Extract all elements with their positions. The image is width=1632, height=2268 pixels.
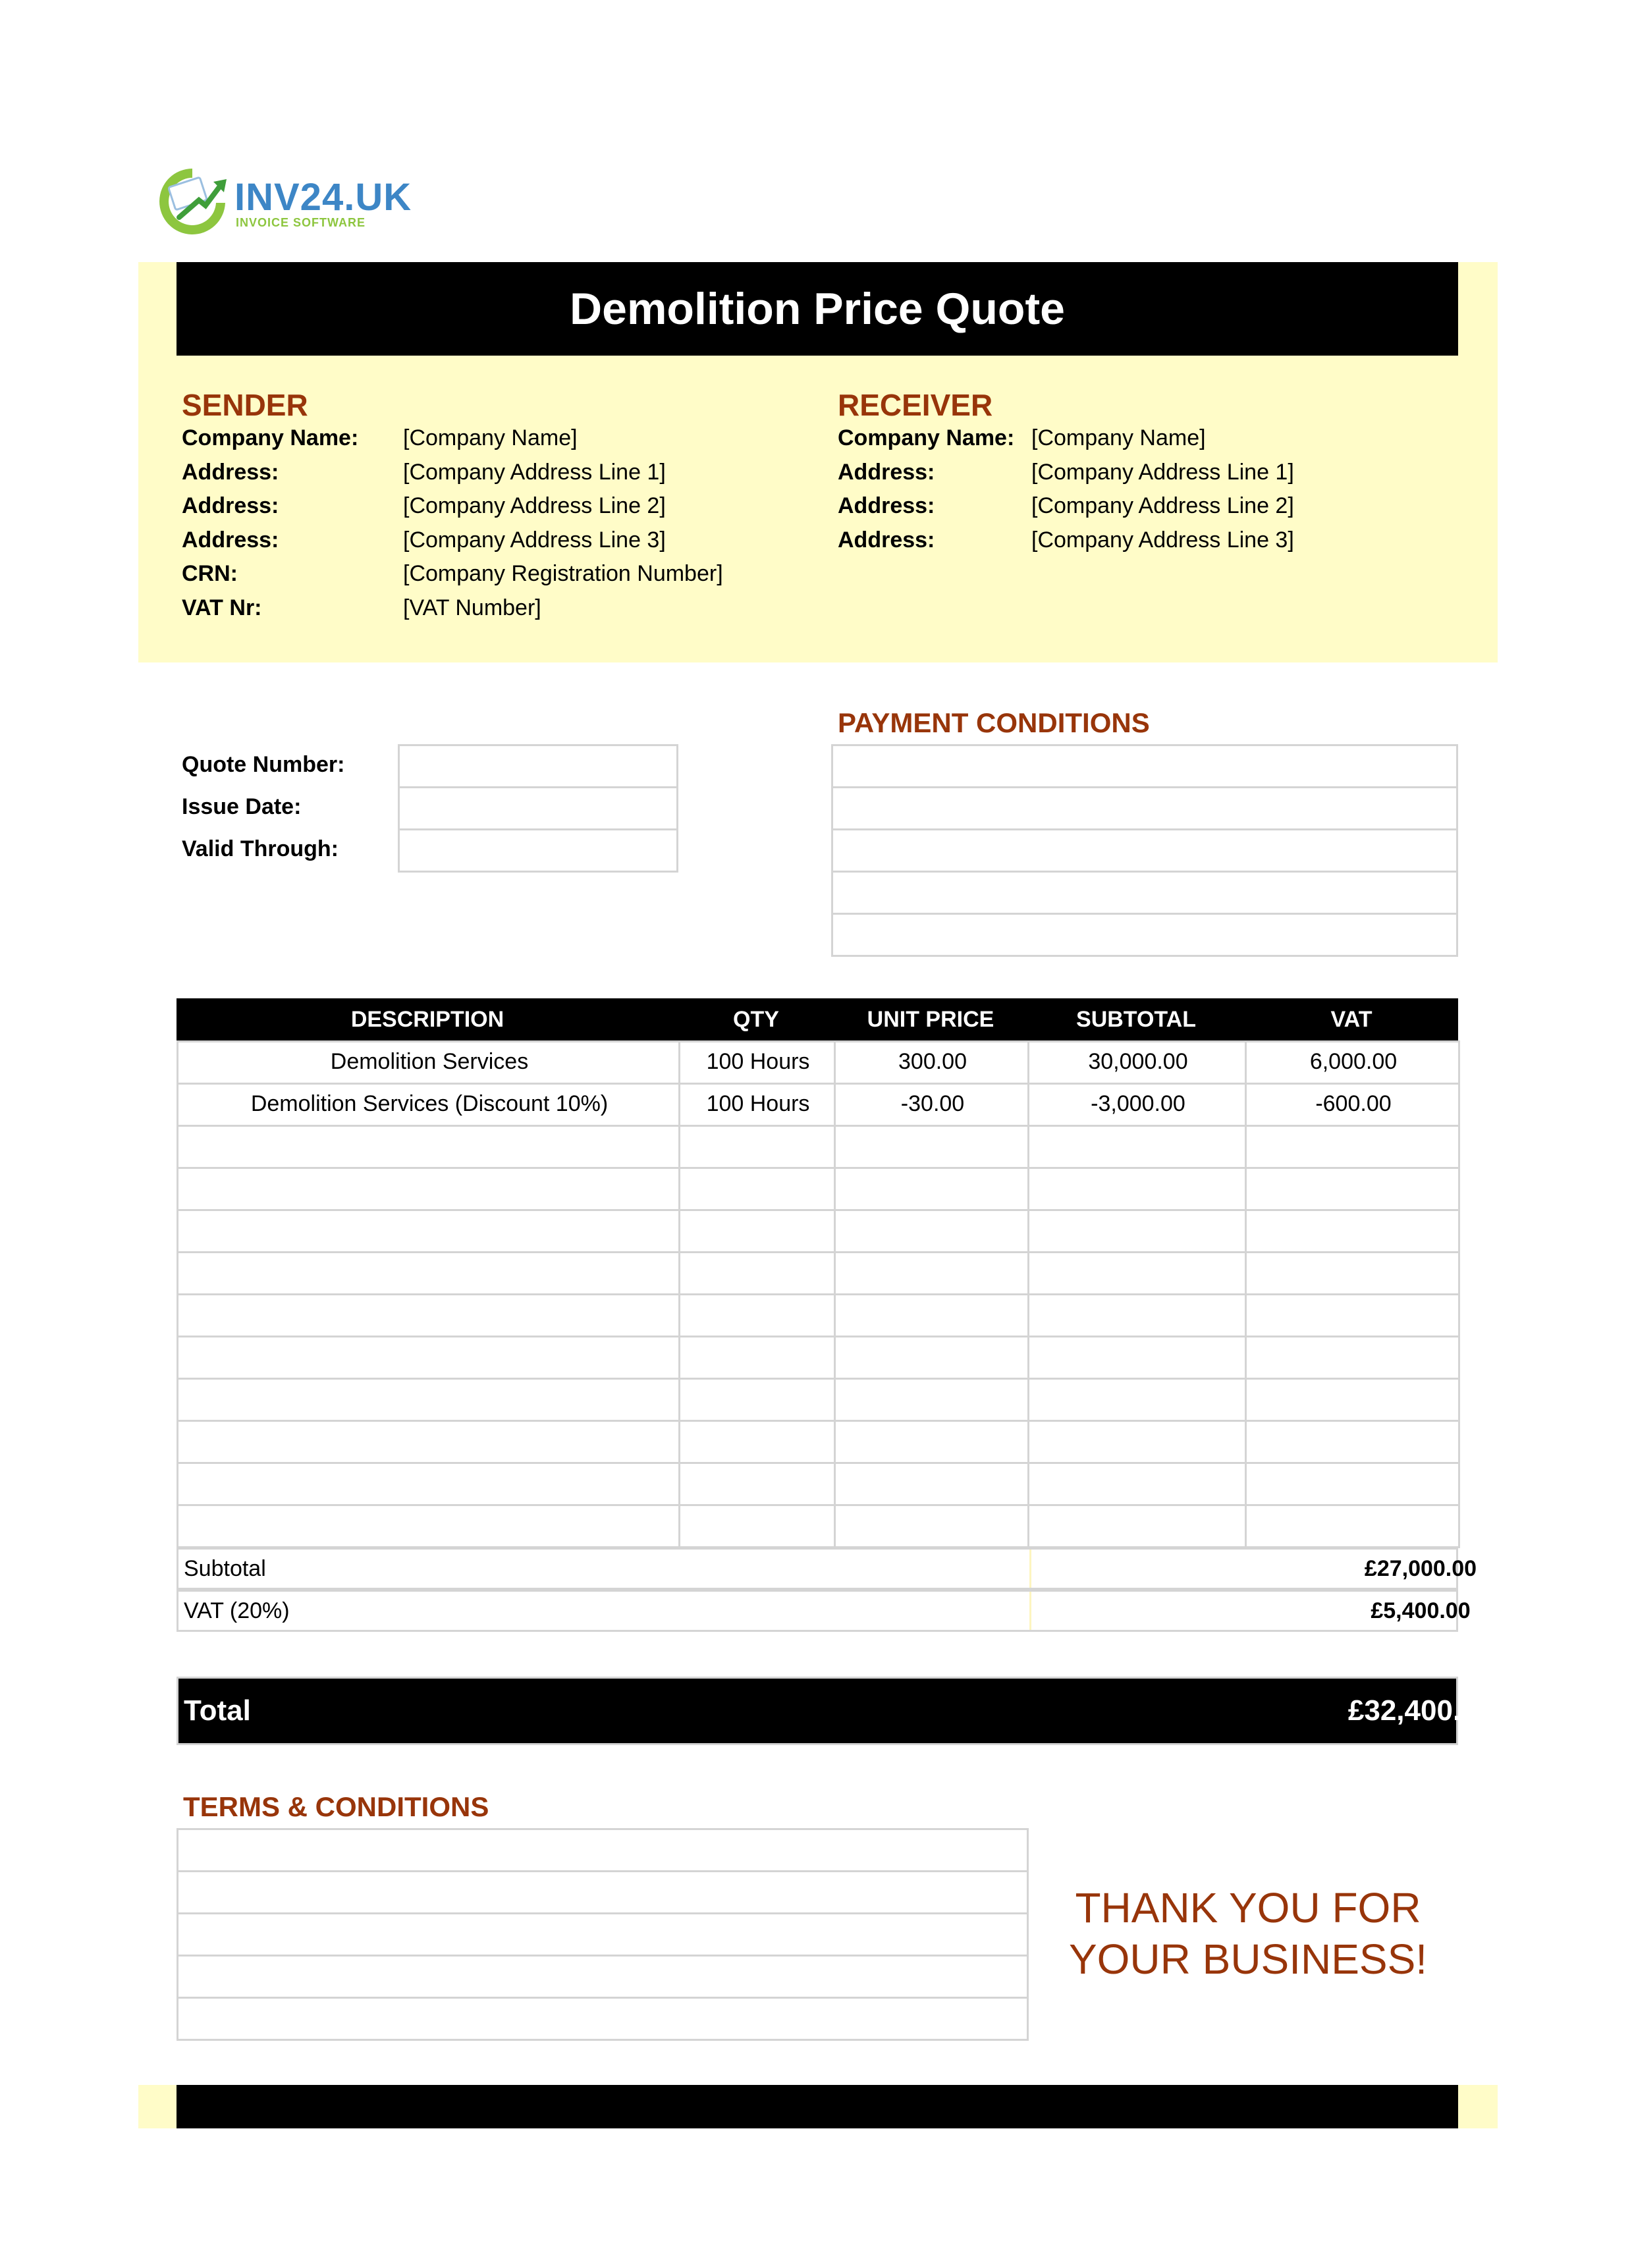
table-cell[interactable] (834, 1378, 1029, 1422)
page-title: Demolition Price Quote (177, 262, 1458, 356)
table-cell[interactable] (834, 1336, 1029, 1380)
table-cell[interactable] (177, 1083, 680, 1127)
receiver-row (838, 456, 1294, 490)
column-header-vat: VAT (1330, 1007, 1373, 1032)
column-header-subtotal: SUBTOTAL (1076, 1007, 1196, 1032)
receiver-row (838, 489, 1294, 524)
sender-label: VAT Nr: (182, 595, 262, 620)
sender-row (182, 591, 723, 626)
sender-value: [Company Address Line 3] (403, 527, 666, 553)
logo-text: INV24.UK (234, 176, 412, 219)
table-cell[interactable] (1027, 1209, 1247, 1253)
table-cell[interactable] (834, 1251, 1029, 1295)
logo-tagline: INVOICE SOFTWARE (236, 216, 366, 229)
table-cell[interactable] (177, 1040, 680, 1085)
table-cell[interactable] (1245, 1125, 1460, 1169)
table-cell[interactable] (834, 1293, 1029, 1337)
terms-heading: TERMS & CONDITIONS (183, 1791, 489, 1822)
sender-heading: SENDER (182, 388, 308, 422)
table-cell[interactable] (678, 1040, 836, 1085)
table-cell-text: -30.00 (900, 1091, 965, 1116)
sender-details (182, 421, 723, 626)
table-cell[interactable] (1027, 1040, 1247, 1085)
table-cell[interactable] (834, 1462, 1029, 1506)
table-cell[interactable] (678, 1209, 836, 1253)
vat-value: £5,400.00 (1371, 1598, 1471, 1623)
total-bar (177, 1677, 1494, 1745)
payment-conditions-line[interactable] (831, 786, 1458, 830)
payment-conditions-line[interactable] (831, 913, 1458, 957)
table-cell-text: Demolition Services (330, 1049, 529, 1074)
sender-row (182, 524, 723, 558)
table-cell-text: 6,000.00 (1309, 1049, 1398, 1074)
terms-line[interactable] (177, 1828, 1029, 1872)
table-cell[interactable] (1245, 1040, 1460, 1085)
thank-you-line-2: YOUR BUSINESS! (1068, 1935, 1428, 1983)
receiver-details (838, 421, 1294, 557)
table-cell[interactable] (678, 1167, 836, 1211)
thank-you-message (1047, 1882, 1449, 1985)
table-cell[interactable] (1245, 1378, 1460, 1422)
table-cell[interactable] (834, 1504, 1029, 1548)
table-cell[interactable] (1245, 1293, 1460, 1337)
footer-bar (177, 2085, 1458, 2128)
table-cell[interactable] (834, 1420, 1029, 1464)
receiver-label: Company Name: (838, 425, 1015, 450)
thank-you-line-1: THANK YOU FOR (1075, 1884, 1421, 1931)
receiver-row (838, 421, 1294, 456)
column-header-unit-price: UNIT PRICE (867, 1007, 994, 1032)
quote-number-field[interactable] (398, 744, 678, 788)
payment-conditions-line[interactable] (831, 871, 1458, 915)
vat-label: VAT (20%) (184, 1598, 290, 1623)
table-cell[interactable] (1245, 1251, 1460, 1295)
table-cell[interactable] (1245, 1167, 1460, 1211)
column-header-description: DESCRIPTION (350, 1007, 504, 1032)
table-cell[interactable] (1027, 1504, 1247, 1548)
sender-value: [VAT Number] (403, 595, 541, 620)
receiver-value: [Company Address Line 1] (1031, 459, 1294, 485)
sender-row (182, 557, 723, 591)
payment-conditions-line[interactable] (831, 744, 1458, 788)
table-cell[interactable] (678, 1293, 836, 1337)
table-cell-text: -3,000.00 (1091, 1091, 1185, 1116)
table-cell[interactable] (177, 1125, 680, 1169)
table-cell[interactable] (678, 1378, 836, 1422)
table-cell[interactable] (1245, 1209, 1460, 1253)
sender-label: Address: (182, 527, 279, 553)
table-cell-text: 300.00 (898, 1049, 967, 1074)
receiver-label: Address: (838, 527, 935, 553)
table-cell[interactable] (177, 1251, 680, 1295)
table-cell[interactable] (177, 1420, 680, 1464)
table-cell[interactable] (1245, 1420, 1460, 1464)
terms-line[interactable] (177, 1997, 1029, 2041)
logo-mark-icon (153, 162, 232, 241)
receiver-value: [Company Name] (1031, 425, 1206, 450)
sender-row (182, 456, 723, 490)
table-cell[interactable] (834, 1125, 1029, 1169)
sender-label: Address: (182, 493, 279, 519)
payment-conditions-heading: PAYMENT CONDITIONS (838, 707, 1150, 738)
sender-label: CRN: (182, 561, 238, 587)
table-cell[interactable] (177, 1167, 680, 1211)
table-cell[interactable] (1027, 1125, 1247, 1169)
issue-date-label: Issue Date: (182, 794, 302, 819)
table-cell[interactable] (678, 1504, 836, 1548)
table-cell[interactable] (1027, 1167, 1247, 1211)
table-cell-text: 30,000.00 (1088, 1049, 1188, 1074)
items-table-header (177, 998, 1458, 1040)
receiver-label: Address: (838, 459, 935, 485)
table-cell[interactable] (834, 1040, 1029, 1085)
receiver-heading: RECEIVER (838, 388, 993, 422)
table-cell[interactable] (1245, 1462, 1460, 1506)
table-cell[interactable] (834, 1209, 1029, 1253)
table-cell-text: Demolition Services (Discount 10%) (250, 1091, 609, 1116)
sender-value: [Company Registration Number] (403, 561, 723, 587)
table-cell[interactable] (177, 1336, 680, 1380)
payment-conditions-line[interactable] (831, 828, 1458, 873)
total-value: £32,400.00 (1347, 1694, 1494, 1727)
table-cell[interactable] (678, 1251, 836, 1295)
sender-value: [Company Name] (403, 425, 578, 450)
terms-line[interactable] (177, 1955, 1029, 1999)
table-cell[interactable] (177, 1378, 680, 1422)
table-cell[interactable] (1027, 1420, 1247, 1464)
logo (153, 162, 412, 241)
table-cell[interactable] (834, 1083, 1029, 1127)
table-cell[interactable] (1245, 1336, 1460, 1380)
table-cell[interactable] (177, 1293, 680, 1337)
sender-row (182, 489, 723, 524)
terms-line[interactable] (177, 1912, 1029, 1957)
summary-divider (1029, 1592, 1031, 1630)
table-cell-text: -600.00 (1315, 1091, 1392, 1116)
table-cell[interactable] (1027, 1378, 1247, 1422)
subtotal-row (177, 1548, 1477, 1590)
table-cell[interactable] (177, 1462, 680, 1506)
receiver-row (838, 524, 1294, 558)
table-cell[interactable] (834, 1167, 1029, 1211)
items-table-body (177, 1040, 1458, 1548)
subtotal-label: Subtotal (184, 1556, 266, 1581)
table-cell-text: 100 Hours (706, 1049, 810, 1074)
subtotal-value: £27,000.00 (1364, 1556, 1477, 1581)
table-cell[interactable] (1027, 1083, 1247, 1127)
table-cell[interactable] (177, 1504, 680, 1548)
table-cell[interactable] (177, 1209, 680, 1253)
issue-date-field[interactable] (398, 786, 678, 830)
table-cell[interactable] (1245, 1504, 1460, 1548)
table-cell[interactable] (1027, 1251, 1247, 1295)
receiver-value: [Company Address Line 2] (1031, 493, 1294, 519)
sender-row (182, 421, 723, 456)
valid-through-field[interactable] (398, 828, 678, 873)
sender-value: [Company Address Line 1] (403, 459, 666, 485)
vat-row (177, 1590, 1471, 1632)
sender-label: Company Name: (182, 425, 359, 450)
table-cell[interactable] (678, 1125, 836, 1169)
column-header-qty: QTY (733, 1007, 779, 1032)
sender-label: Address: (182, 459, 279, 485)
table-cell[interactable] (1027, 1293, 1247, 1337)
quote-number-label: Quote Number: (182, 752, 345, 777)
receiver-value: [Company Address Line 3] (1031, 527, 1294, 553)
terms-line[interactable] (177, 1870, 1029, 1914)
valid-through-label: Valid Through: (182, 836, 339, 861)
table-cell[interactable] (1245, 1083, 1460, 1127)
table-cell[interactable] (1027, 1336, 1247, 1380)
sender-value: [Company Address Line 2] (403, 493, 666, 519)
table-cell[interactable] (678, 1462, 836, 1506)
table-cell[interactable] (678, 1336, 836, 1380)
table-cell-text: 100 Hours (706, 1091, 810, 1116)
total-label: Total (184, 1694, 251, 1727)
table-cell[interactable] (678, 1420, 836, 1464)
receiver-label: Address: (838, 493, 935, 519)
summary-divider (1029, 1550, 1031, 1588)
table-cell[interactable] (1027, 1462, 1247, 1506)
table-cell[interactable] (678, 1083, 836, 1127)
